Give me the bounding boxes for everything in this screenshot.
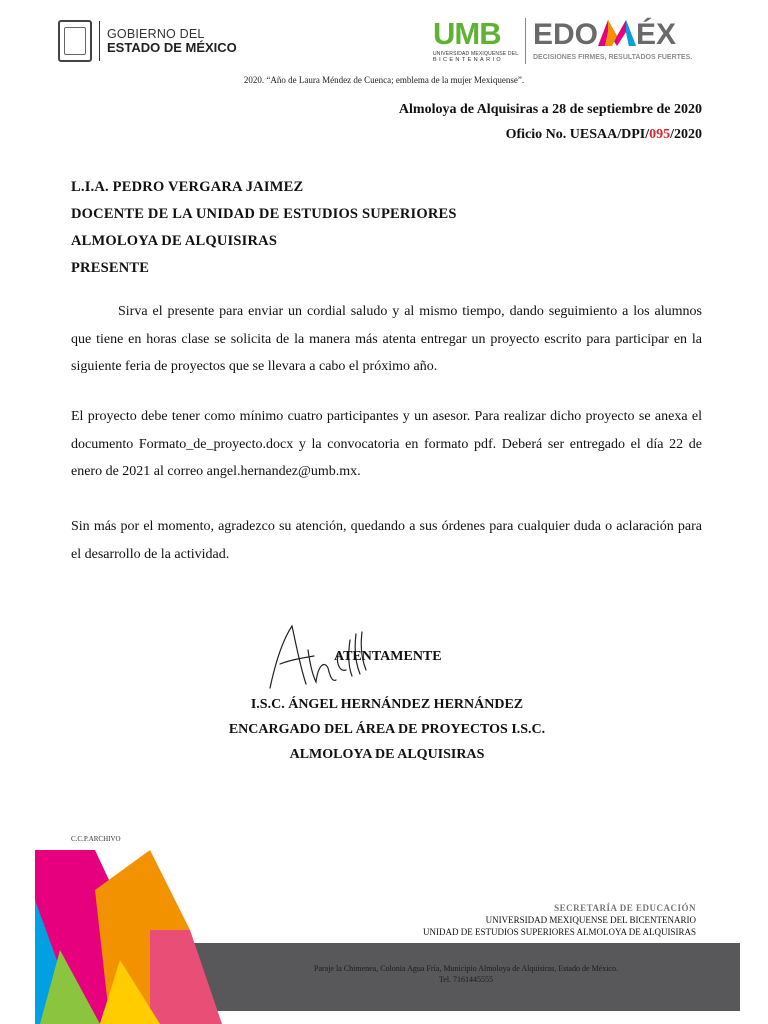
place-date: Almoloya de Alquisiras a 28 de septiembre de 2020 — [398, 102, 702, 117]
umb-logo-mark: UMB — [433, 16, 501, 51]
oficio-suffix: /2020 — [670, 127, 702, 142]
footer-secretaria: SECRETARÍA DE EDUCACIÓN — [554, 903, 696, 913]
gobierno-estado-mexico-logo — [58, 20, 237, 62]
footer-address: Paraje la Chimenea, Colonia Agua Fría, Municipio Almoloya de Alquisiras, Estado de México. — [314, 964, 618, 973]
body-paragraph-3: Sin más por el momento, agradezco su atención, quedando a sus órdenes para cualquier duda o aclaración para el desarrollo de la actividad. — [71, 519, 702, 562]
edomex-prefix: EDO — [533, 18, 599, 51]
umb-logo-line2: BICENTENARIO — [433, 57, 504, 63]
umb-logo — [433, 18, 521, 63]
recipient-name: L.I.A. PEDRO VERGARA JAIMEZ — [71, 179, 304, 195]
ccp-archivo: C.C.P.ARCHIVO — [71, 835, 121, 843]
header-divider — [525, 18, 526, 64]
edomex-slogan: DECISIONES FIRMES, RESULTADOS FUERTES. — [533, 54, 693, 61]
edomex-logo — [533, 20, 692, 61]
decorative-m-graphic — [0, 850, 240, 1024]
signer-name: I.S.C. ÁNGEL HERNÁNDEZ HERNÁNDEZ — [250, 697, 524, 712]
recipient-location: ALMOLOYA DE ALQUISIRAS — [71, 233, 278, 249]
footer-unit: UNIDAD DE ESTUDIOS SUPERIORES ALMOLOYA DE ALQUISIRAS — [422, 927, 696, 937]
gov-logo-text — [107, 28, 237, 55]
closing-atentamente: ATENTAMENTE — [334, 649, 442, 664]
footer-telephone: Tel. 7161445555 — [438, 975, 494, 984]
gov-logo-line1: GOBIERNO DEL — [107, 26, 205, 41]
recipient-presente: PRESENTE — [71, 260, 150, 276]
oficio-prefix: Oficio No. UESAA/DPI/ — [505, 127, 650, 142]
body-paragraph-1: Sirva el presente para enviar un cordial saludo y al mismo tiempo, dando seguimiento a los alumnos que tiene en horas clase se solicita de la manera más atenta entregar un proyecto escrito para participar en la siguiente feria de proyectos que se llevara a cabo el próximo año. — [71, 304, 702, 374]
edomex-suffix: ÉX — [636, 18, 677, 51]
footer-university: UNIVERSIDAD MEXIQUENSE DEL BICENTENARIO — [485, 915, 696, 925]
oficio-number — [506, 127, 702, 143]
body-paragraph-2: El proyecto debe tener como mínimo cuatro participantes y un asesor. Para realizar dicho proyecto se anexa el documento Formato_de_proyecto.docx y la convocatoria en formato pdf. Deberá ser entregado el día 22 de enero de 2021 al correo angel.hernandez@umb.mx. — [71, 409, 702, 479]
year-motto: 2020. “Año de Laura Méndez de Cuenca; emblema de la mujer Mexiquense”. — [243, 75, 525, 85]
logo-separator — [99, 21, 100, 61]
recipient-position: DOCENTE DE LA UNIDAD DE ESTUDIOS SUPERIORES — [71, 206, 457, 222]
signer-location: ALMOLOYA DE ALQUISIRAS — [289, 747, 485, 762]
gov-logo-line2: ESTADO DE MÉXICO — [107, 39, 237, 55]
oficio-sequence: 095 — [649, 127, 671, 142]
state-seal-icon — [58, 20, 92, 62]
edomex-m-icon — [598, 20, 636, 46]
signer-position: ENCARGADO DEL ÁREA DE PROYECTOS I.S.C. — [228, 722, 546, 737]
edomex-wordmark — [533, 20, 692, 50]
umb-logo-line1: UNIVERSIDAD MEXIQUENSE DEL — [433, 51, 519, 57]
